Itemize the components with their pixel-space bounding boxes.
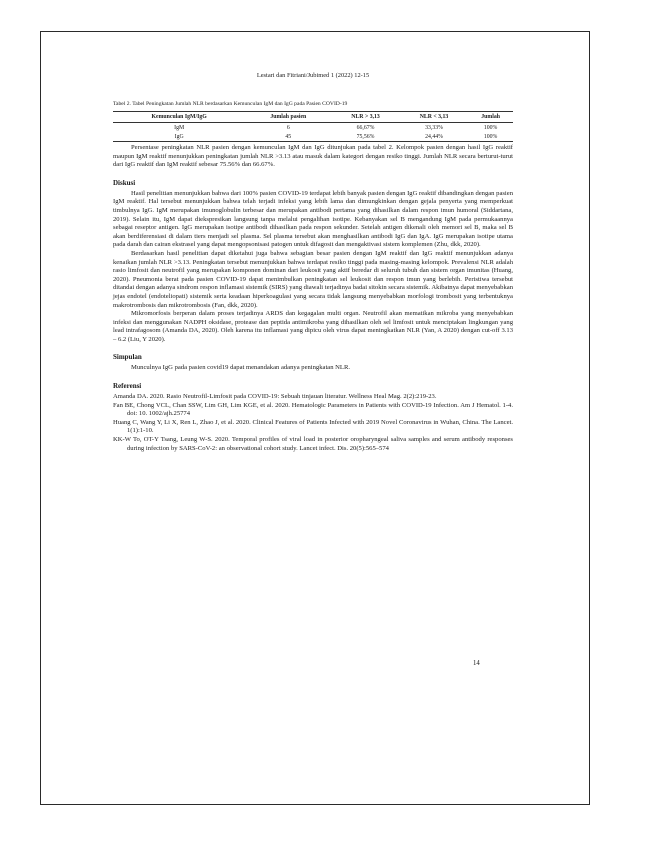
diskusi-paragraph: Hasil penelitian menunjukkan bahwa dari 100% pasien COVID-19 terdapat lebih banyak pasien dengan IgG reaktif dibandingkan dengan pasien IgM reaktif. Hal tersebut menunjukkan bahwa telah terjadi infeksi yang lebih lama dan dimungkinkan dengan gejala penyerta yang memperkuat timbulnya IgG. IgM merupakan imunoglobulin terbesar dan merupakan antibodi pertama yang dihasilkan dalam respon imun humoral (Siddartana, 2019). Selain itu, IgM dapat diekspresikan langsung tanpa melalui pengalihan isotipe. Kebanyakan sel B mengandung IgM pada permukaannya sebagai reseptor antigen. IgG merupakan isotipe antibodi dihasilkan pada respon sekunder. Setelah antigen dikenali oleh memori sel B, maka sel B akan berdiferensiasi di dalam tiers menjadi sel plasma. Sel plasma tersebut akan menghasilkan antibodi IgG dan IgA. IgG merupakan isotipe utama pada darah dan cairan ekstrasel yang dapat mengopsonisasi patogen untuk difagosit dan mengaktivasi sistem komplemen (Zhu, dkk, 2020).	[113, 189, 513, 249]
results-paragraph: Persentase peningkatan NLR pasien dengan kemunculan IgM dan IgG ditunjukan pada tabel 2. Kelompok pasien dengan hasil IgG reaktif maupun IgM reaktif menunjukkan peningkatan jumlah NLR >3.13 atau masuk dalam kategori dengan resiko tinggi. Jumlah NLR secara berturut-turut dari IgG reaktif dan IgM reaktif sebesar 75.56% dan 66.67%.	[113, 144, 513, 169]
column-header: NLR < 3,13	[400, 112, 468, 123]
reference-item: Huang C, Wang Y, Li X, Ren L, Zhao J, et al. 2020. Clinical Features of Patients Infected with 2019 Novel Coronavirus in Wuhan, China. The Lancet. 1(1):1-10.	[113, 418, 513, 435]
table-cell: 75,56%	[331, 132, 399, 142]
diskusi-paragraph: Berdasarkan hasil penelitian dapat diketahui juga bahwa sebagian besar pasien dengan IgM reaktif dan IgG reaktif menunjukkan adanya kenaikan jumlah NLR >3.13. Peningkatan tersebut menunjukkan bahwa terdapat resiko tinggi pada masing-masing kelompok. Prevalensi NLR adalah rasio limfosit dan neutrofil yang merupakan komponen dominan dari leukosit yang aktif beredar di seluruh tubuh dan sistem organ imunitas (Huang, 2020). Pneumonia berat pada pasien COVID-19 dapat menimbulkan peningkatan sel leukosit dan respon imun yang berlebih. Peristiwa tersebut ditandai dengan adanya sindrom respon inflamasi sistemik (SIRS) yang diawali terjadinya badai sitokin secara sistemik. Akibatnya dapat menyebabkan jejas endotel (endoteliopati) sistemik serta keadaan hiperkoagulasi yang secara tidak langsung menyebabkan morfologi trombosit yang terbentuknya makrotrombosis dan mikrotrombosis (Fan, dkk, 2020).	[113, 249, 513, 309]
section-heading-referensi: Referensi	[113, 382, 142, 391]
section-heading-diskusi: Diskusi	[113, 178, 136, 187]
nlr-table	[113, 111, 513, 142]
document-page	[40, 31, 590, 805]
reference-item: KK-W To, OT-Y Tsang, Leung W-S. 2020. Temporal profiles of viral load in posterior oropharyngeal saliva samples and serum antibody responses during infection by SARS-CoV-2: an observational cohort study. Lancet infect. Dis. 20(5):565–574	[113, 436, 513, 452]
table-header-row	[113, 112, 513, 123]
diskusi-paragraph: Mikromorfosis berperan dalam proses terjadinya ARDS dan kegagalan multi organ. Neutrofil akan mematikan mikroba yang menyebabkan infeksi dan menggunakan NADPH oksidase, protease dan peptida antimikroba yang dihasilkan oleh sel limfosit untuk menciptakan lingkungan yang lead intrafagosom (Amanda DA, 2020). Oleh karena itu inflamasi yang dipicu oleh virus dapat meningkatkan NLR (Yan, A 2020) dengan cut-off 3.13 – 6.2 (Liu, Y 2020).	[113, 310, 513, 343]
page-number: 14	[473, 660, 480, 667]
table-cell: 100%	[468, 132, 513, 142]
column-header: Jumlah pasien	[245, 112, 331, 123]
table-cell: 66,67%	[356, 124, 375, 131]
page-content	[113, 72, 513, 453]
table-cell: 33,33%	[425, 124, 443, 131]
table-cell: IgM	[174, 124, 185, 131]
reference-item: Amanda DA. 2020. Rasio Neutrofil-Limfosit pada COVID-19: Sebuah tinjauan literatur. Wellness Heal Mag. 2(2):219-23.	[113, 393, 437, 401]
column-header: Jumlah	[468, 112, 513, 123]
table-caption: Tabel 2. Tabel Peningkatan Jumlah NLR berdasarkan Kemunculan IgM dan IgG pada Pasien COVID-19	[113, 101, 348, 107]
table-row	[113, 132, 513, 142]
table-cell: 6	[286, 124, 290, 131]
column-header: NLR > 3,13	[331, 112, 399, 123]
table-cell: 24,44%	[400, 132, 468, 142]
running-header: Lestari dan Fitriani/Jubimed 1 (2022) 12-15	[256, 72, 370, 79]
table-cell: 100%	[483, 124, 498, 131]
section-heading-simpulan: Simpulan	[113, 353, 142, 362]
reference-item: Fan BE, Chong VCL, Chan SSW, Lim GH, Lim KGE, et al. 2020. Hematologic Parameters in Patients with COVID-19 Infection. Am J Hematol. 1-4. doi: 10. 1002/ajh.25774	[113, 401, 513, 418]
table-row	[113, 123, 513, 133]
simpulan-text: Munculnya IgG pada pasien covid19 dapat menandakan adanya peningkatan NLR.	[131, 364, 350, 372]
table-cell: IgG	[113, 132, 245, 142]
table-cell: 45	[245, 132, 331, 142]
column-header: Kemunculan IgM/IgG	[113, 112, 245, 123]
